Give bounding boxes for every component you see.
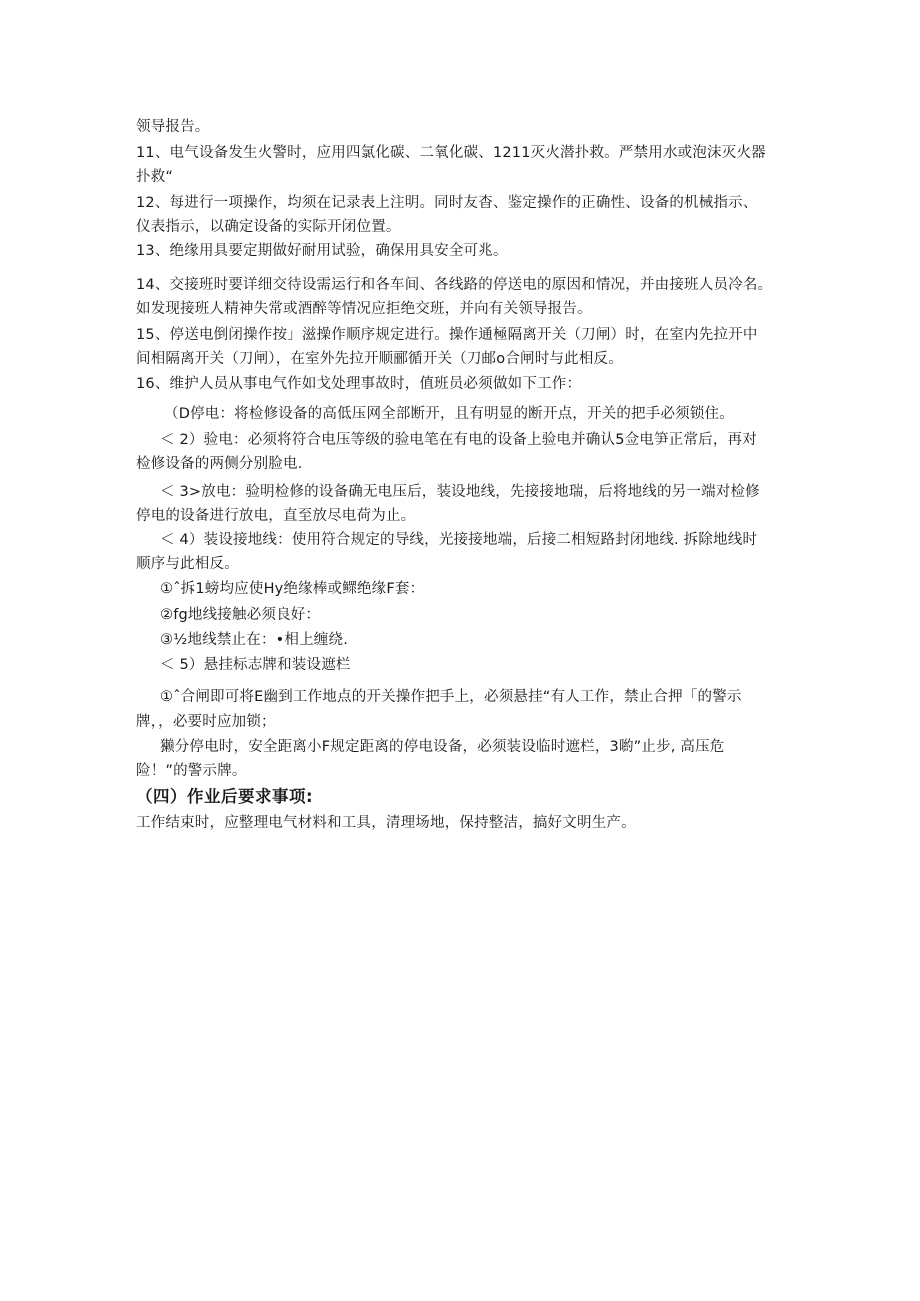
- text-line: 领导报告。: [136, 119, 210, 135]
- text-line: 14、交接班时要详细交待设需运行和各车间、各线路的停送电的原因和情况，并由接班人员冷名。: [136, 277, 773, 293]
- text-line: 16、维护人员从事电气作如戈处理事故时，值班员必须做如下工作：: [136, 376, 582, 392]
- text-line: ＜ 4）装设接地线：使用符合规定的导线，光接接地端，后接二相短路封闭地线. 拆除地线时: [160, 532, 758, 548]
- text-line: ②fg地线接触必须良好：: [160, 607, 321, 623]
- text-line: 工作结束时，应整理电气材料和工具，清理场地，保持整洁，搞好文明生产。: [136, 815, 636, 831]
- text-line: ③½地线禁止在：•相上缠绕.: [160, 632, 349, 648]
- text-line: ＜ 5）悬挂标志牌和装设遮栏: [160, 657, 351, 673]
- text-line: ①ˆ拆1螃均应使Hy绝缘棒或鳏绝缘F套：: [160, 581, 425, 597]
- text-line: 扑救“: [136, 169, 174, 185]
- section-heading: （四）作业后要求事项:: [136, 787, 314, 806]
- text-line: ①ˆ合闸即可将E幽到工作地点的开关操作把手上，必须悬挂“有人工作，禁止合押「的警示: [160, 689, 742, 705]
- text-line: 险！”的警示牌。: [136, 763, 247, 779]
- text-line: 獭分停电时，安全距离小F规定距离的停电设备，必须装设临时遮栏，3喲”止步, 高压危: [160, 739, 725, 755]
- text-line: 牌，，必要时应加锁；: [136, 714, 276, 730]
- text-line: 停电的设备进行放电，直至放尽电荷为止。: [136, 508, 416, 524]
- text-line: （D停电：将检修设备的高低压网全部断开，且有明显的断开点，开关的把手必须锁住。: [164, 406, 734, 422]
- text-line: 仪表指示，以确定设备的实际开闭位置。: [136, 219, 401, 235]
- text-line: 13、绝缘用具要定期做好耐用试验，确保用具安全可兆。: [136, 243, 508, 259]
- text-line: 如发现接班人精神失常或酒醉等情况应拒绝交班，并向有关领导报告。: [136, 301, 592, 317]
- text-line: 11、电气设备发生火警时，应用四氯化碳、二氧化碳、1211灭火潜扑救。严禁用水或泡沫灭火器: [136, 145, 766, 161]
- text-line: 顺序与此相反。: [136, 556, 239, 572]
- text-line: 检修设备的两侧分别脸电.: [136, 456, 303, 472]
- text-line: ＜ 2）验电：必须将符合电压等级的验电笔在有电的设备上验电并确认5佥电笋正常后，再对: [160, 432, 757, 448]
- text-line: 12、每进行一项操作，均须在记录表上注明。同时友杳、鉴定操作的正确性、设备的机械指示、: [136, 195, 758, 211]
- text-line: 15、停送电倒闭操作按」滋操作顺序规定进行。操作通極隔离开关（刀闸）时，在室内先拉开中: [136, 327, 758, 343]
- text-line: ＜ 3>放电：验明检修的设备确无电压后，装设地线，先接接地瑞，后将地线的另一端对检修: [160, 484, 760, 500]
- text-line: 间相隔离开关（刀闸），在室外先拉开顺郦循开关（刀邮o合闸时与此相反。: [136, 351, 623, 367]
